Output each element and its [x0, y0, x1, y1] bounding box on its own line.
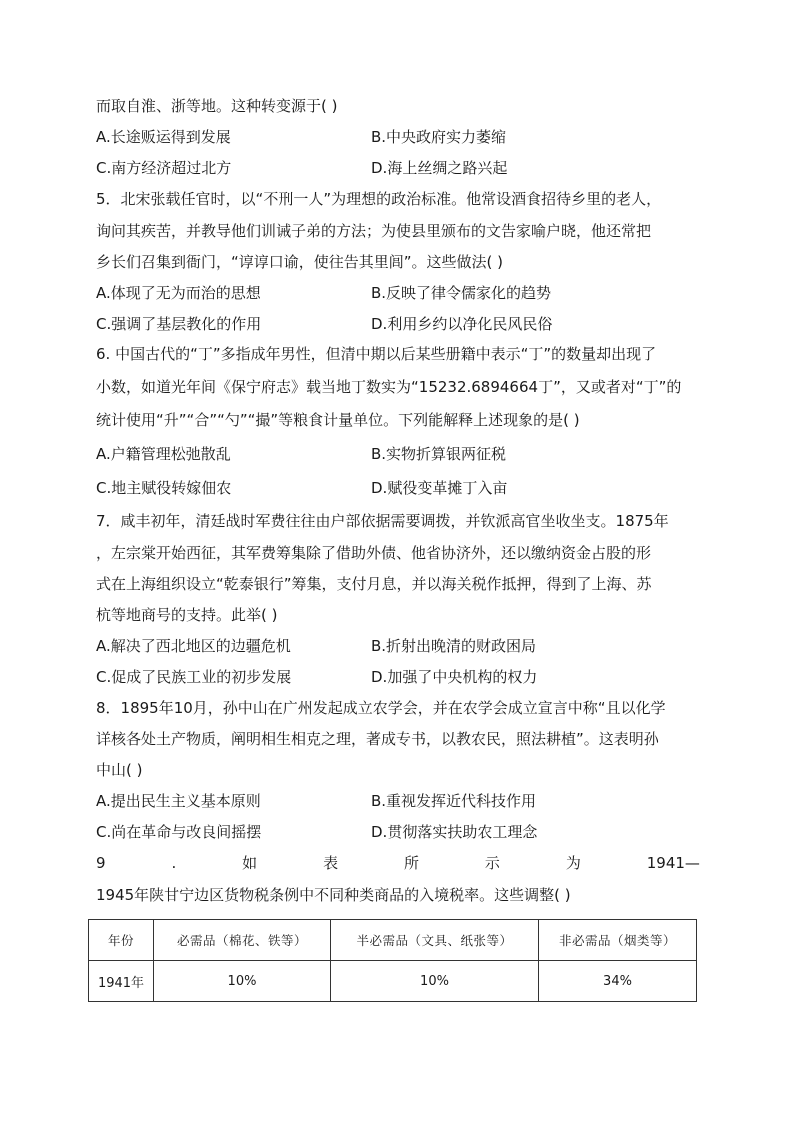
- q9-word: .: [171, 854, 177, 872]
- q7-stem-line-1: 7．咸丰初年，清廷战时军费往往由户部依据需要调拨，并钦派高官坐收坐支。1875年: [96, 512, 669, 530]
- q9-word: 9: [96, 854, 106, 872]
- q8-stem-line-2: 详核各处土产物质，阐明相生相克之理，著成专书，以教农民，照法耕植”。这表明孙: [96, 730, 659, 748]
- q4-option-a: A.长途贩运得到发展: [96, 128, 231, 146]
- q8-option-c: C.尚在革命与改良间摇摆: [96, 823, 262, 841]
- q7-stem-line-2: ，左宗棠开始西征，其军费筹集除了借助外债、他省协济外，还以缴纳资金占股的形: [96, 544, 652, 562]
- q5-option-a: A.体现了无为而治的思想: [96, 284, 261, 302]
- q6-stem-line-3: 统计使用“升”“合”“勺”“撮”等粮食计量单位。下列能解释上述现象的是( ): [96, 411, 580, 429]
- q6-option-a: A.户籍管理松弛散乱: [96, 445, 231, 463]
- q5-option-d: D.利用乡约以净化民风民俗: [371, 315, 553, 333]
- q8-stem-line-1: 8．1895年10月，孙中山在广州发起成立农学会，并在农学会成立宣言中称“且以化学: [96, 699, 666, 717]
- q6-option-d: D.赋役变革摊丁入亩: [371, 479, 508, 497]
- q5-option-c: C.强调了基层教化的作用: [96, 315, 262, 333]
- q9-word: 表: [323, 854, 339, 872]
- q7-stem-line-4: 杭等地商号的支持。此举( ): [96, 606, 278, 624]
- table-cell-year: 1941年: [89, 961, 154, 1002]
- q9-word: 如: [242, 854, 258, 872]
- q7-option-a: A.解决了西北地区的边疆危机: [96, 637, 291, 655]
- tax-rate-table: [88, 919, 697, 1002]
- table-cell: 10%: [331, 961, 539, 1002]
- table-header-non-necessities: 非必需品（烟类等）: [539, 920, 697, 961]
- q7-stem-line-3: 式在上海组织设立“乾泰银行”筹集，支付月息，并以海关税作抵押，得到了上海、苏: [96, 575, 652, 593]
- q6-option-c: C.地主赋役转嫁佃农: [96, 479, 232, 497]
- q4-stem-tail: 而取自淮、浙等地。这种转变源于( ): [96, 97, 338, 115]
- q9-stem-line-2: 1945年陕甘宁边区货物税条例中不同种类商品的入境税率。这些调整( ): [96, 886, 571, 904]
- q4-option-c: C.南方经济超过北方: [96, 159, 232, 177]
- q9-word: 所: [403, 854, 419, 872]
- table-header-year: 年份: [89, 920, 154, 961]
- q5-stem-line-3: 乡长们召集到衙门，“谆谆口谕，使往告其里闾”。这些做法( ): [96, 253, 504, 271]
- q9-word: 示: [484, 854, 500, 872]
- q5-stem-line-1: 5．北宋张载任官时，以“不刑一人”为理想的政治标准。他常设酒食招待乡里的老人，: [96, 190, 662, 208]
- q6-stem-line-1: 6. 中国古代的“丁”多指成年男性，但清中期以后某些册籍中表示“丁”的数量却出现了: [96, 345, 657, 363]
- q7-option-b: B.折射出晚清的财政困局: [371, 637, 537, 655]
- table-cell: 10%: [154, 961, 331, 1002]
- q8-option-b: B.重视发挥近代科技作用: [371, 792, 537, 810]
- q5-stem-line-2: 询问其疾苦，并教导他们训诫子弟的方法；为使县里颁布的文告家喻户晓，他还常把: [96, 222, 652, 240]
- table-cell: 34%: [539, 961, 697, 1002]
- q9-stem-line-1: [96, 853, 700, 873]
- q8-option-a: A.提出民生主义基本原则: [96, 792, 261, 810]
- q9-word: 为: [565, 854, 581, 872]
- q4-option-b: B.中央政府实力萎缩: [371, 128, 507, 146]
- q9-word: 1941—: [646, 854, 700, 872]
- table-header-necessities: 必需品（棉花、铁等）: [154, 920, 331, 961]
- q8-stem-line-3: 中山( ): [96, 761, 143, 779]
- q8-option-d: D.贯彻落实扶助农工理念: [371, 823, 538, 841]
- table-header-row: [89, 920, 697, 961]
- q5-option-b: B.反映了律令儒家化的趋势: [371, 284, 552, 302]
- q7-option-c: C.促成了民族工业的初步发展: [96, 668, 292, 686]
- q7-option-d: D.加强了中央机构的权力: [371, 668, 538, 686]
- q6-option-b: B.实物折算银两征税: [371, 445, 507, 463]
- table-header-semi-necessities: 半必需品（文具、纸张等）: [331, 920, 539, 961]
- q4-option-d: D.海上丝绸之路兴起: [371, 159, 508, 177]
- q6-stem-line-2: 小数，如道光年间《保宁府志》载当地丁数实为“15232.6894664丁”，又或者对“丁”的: [96, 378, 682, 396]
- table-row: [89, 961, 697, 1002]
